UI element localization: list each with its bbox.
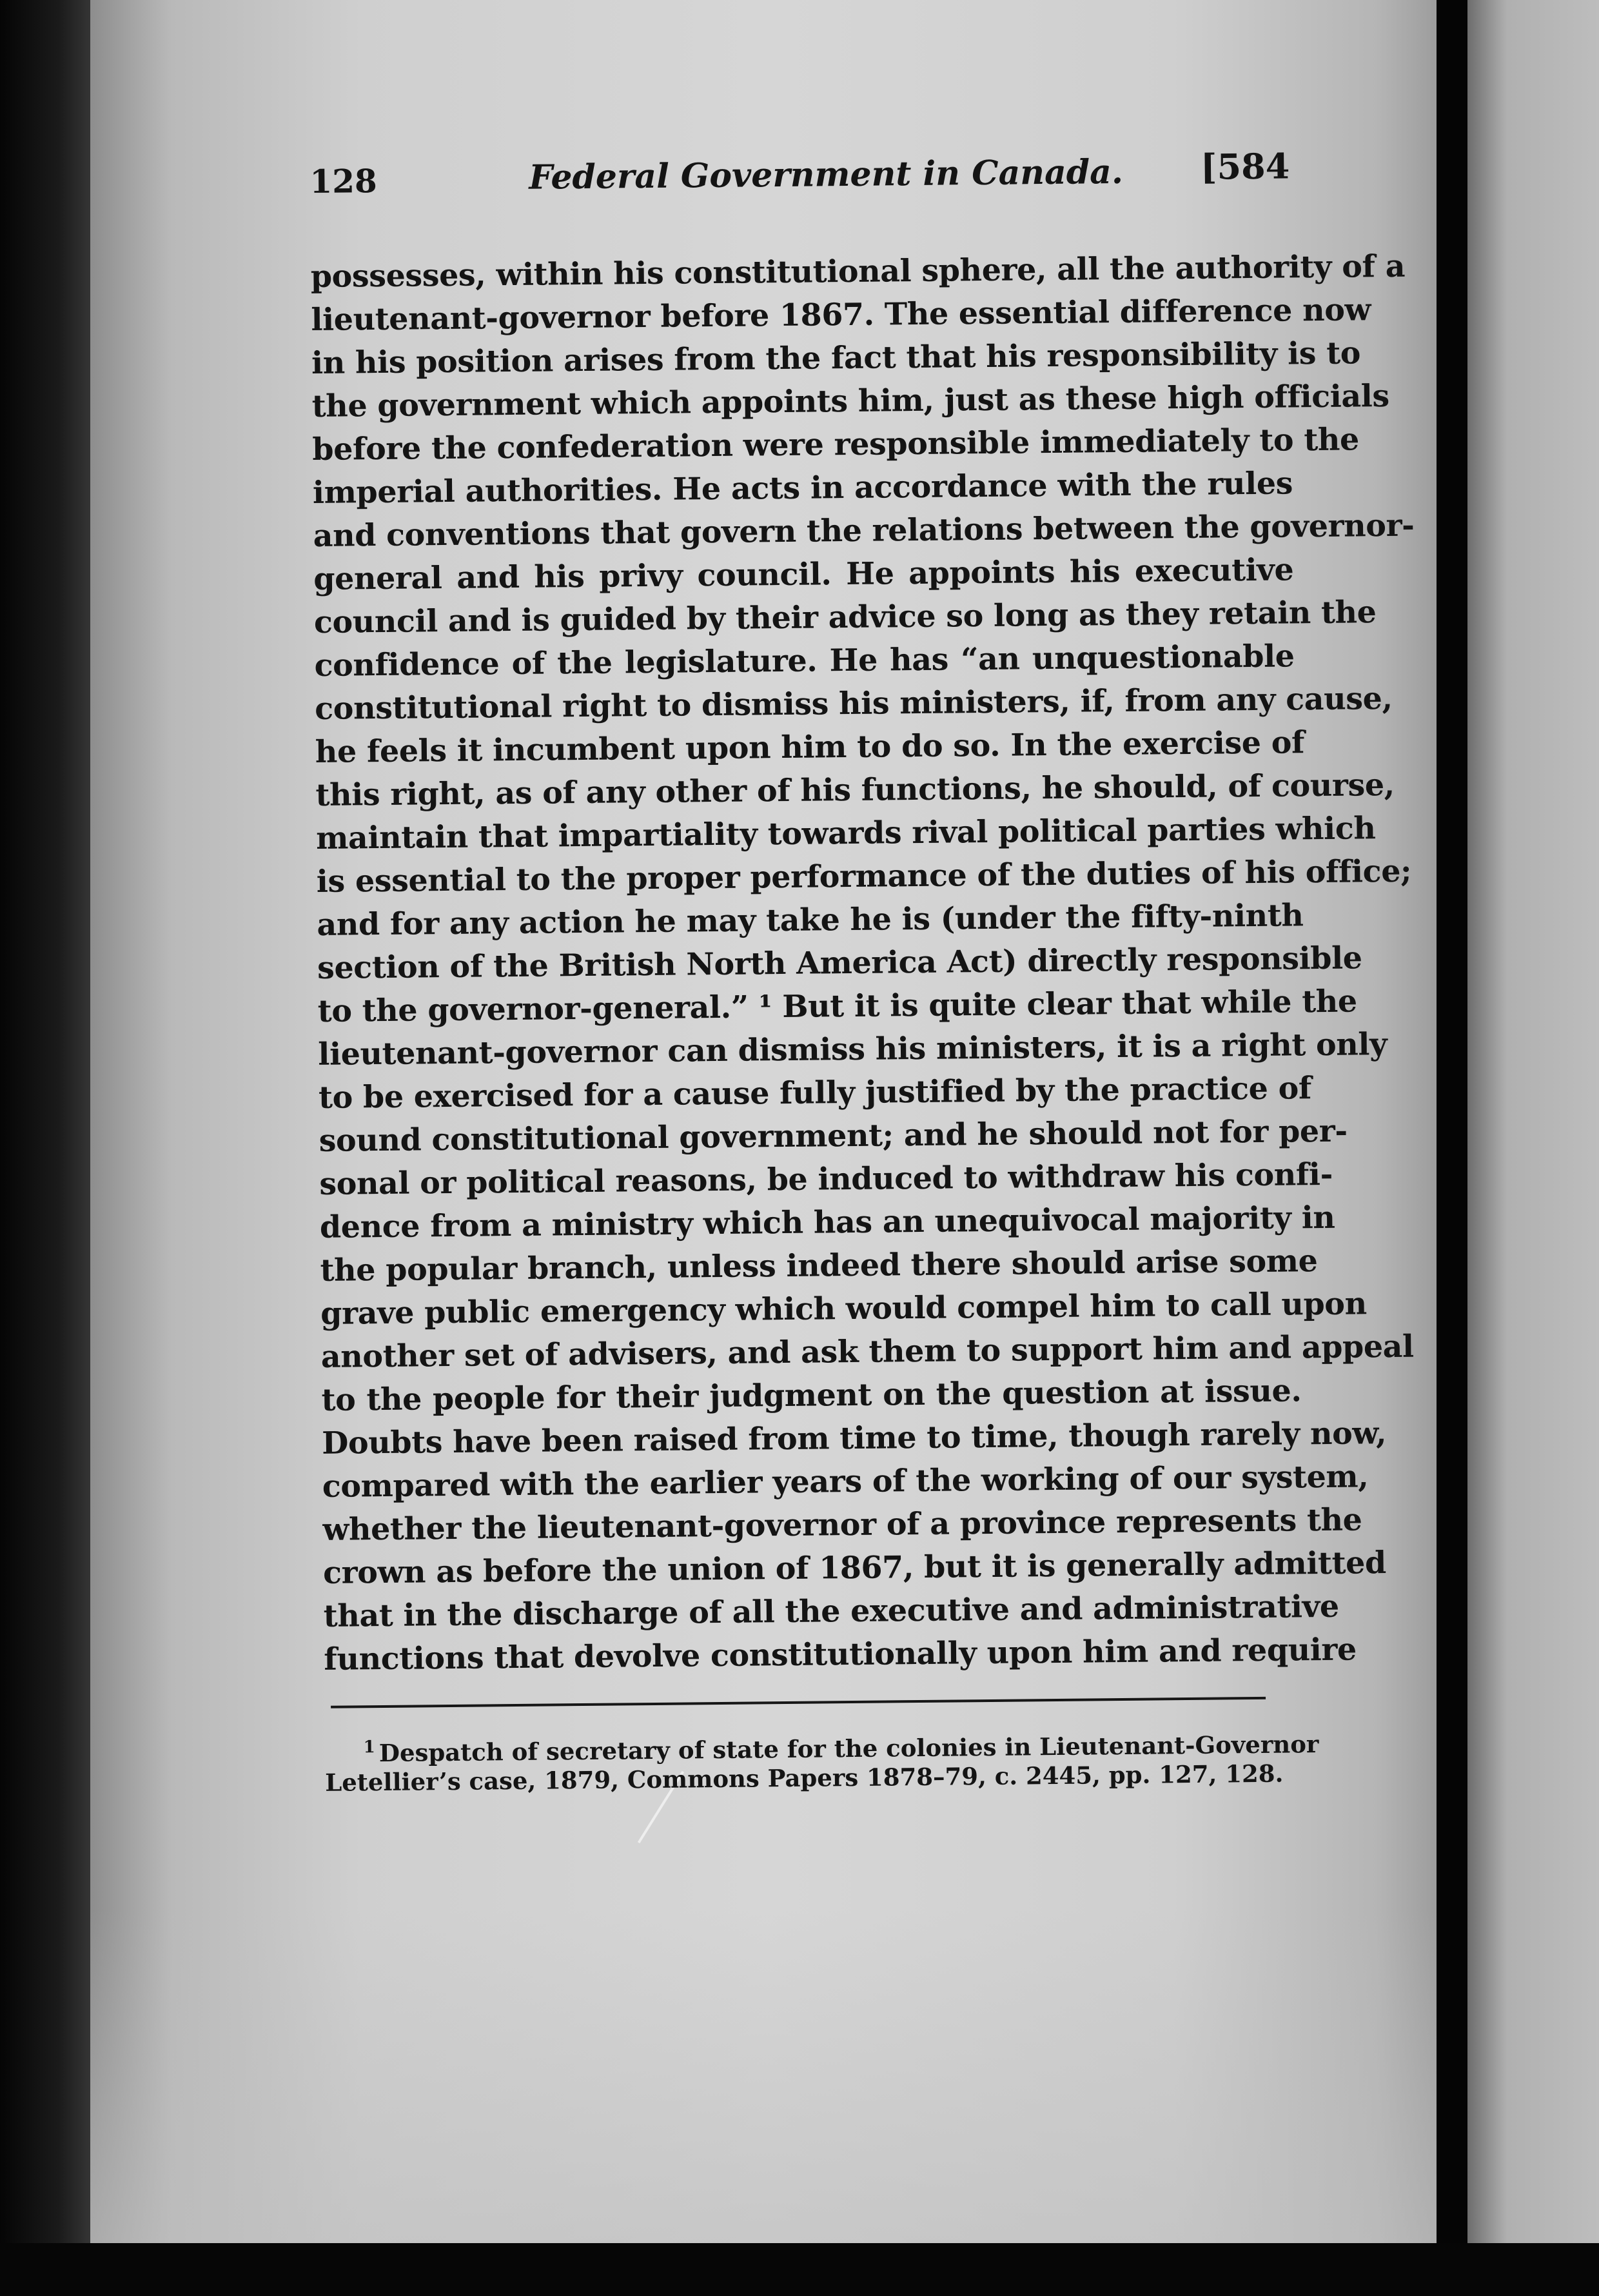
body-line: in his position arises from the fact that his responsibility is to bbox=[311, 335, 1361, 381]
body-line: grave public emergency which would compel him to call upon bbox=[320, 1285, 1367, 1332]
body-line: whether the lieutenant-governor of a province represents the bbox=[322, 1501, 1362, 1548]
body-line: to the governor-general.” ¹ But it is quite clear that while the bbox=[317, 983, 1357, 1029]
body-line: sound constitutional government; and he should not for per- bbox=[319, 1113, 1348, 1159]
binding-edge bbox=[0, 0, 97, 2296]
footnote-rule bbox=[331, 1697, 1266, 1708]
body-line: another set of advisers, and ask them to support him and appeal bbox=[320, 1328, 1414, 1375]
body-line: is essential to the proper performance of the duties of his office; bbox=[316, 853, 1412, 900]
body-line: and for any action he may take he is (under the fifty-ninth bbox=[317, 897, 1304, 943]
footnote-text-1: Despatch of secretary of state for the colonies in Lieutenant-Governor bbox=[378, 1730, 1319, 1768]
page-text-block bbox=[309, 145, 1415, 1799]
body-line: confidence of the legislature. He has “an unquestionable bbox=[314, 638, 1295, 684]
body-line: crown as before the union of 1867, but it is generally admitted bbox=[322, 1545, 1387, 1591]
book-gutter bbox=[1437, 0, 1467, 2296]
body-line: functions that devolve constitutionally upon him and require bbox=[324, 1631, 1357, 1677]
body-text bbox=[310, 246, 1415, 1681]
body-line: the government which appoints him, just as these high officials bbox=[311, 377, 1389, 424]
body-line: general and his privy council. He appoints his executive bbox=[313, 551, 1294, 597]
section-reference: [584 bbox=[1200, 145, 1290, 188]
body-line: sonal or political reasons, be induced to withdraw his confi- bbox=[319, 1156, 1333, 1202]
body-line: this right, as of any other of his functions, he should, of course, bbox=[315, 766, 1395, 813]
body-line: Doubts have been raised from time to time, though rarely now, bbox=[321, 1415, 1387, 1461]
body-line: lieutenant-governor can dismiss his ministers, it is a right only bbox=[318, 1026, 1388, 1073]
scan-bottom-border bbox=[0, 2243, 1599, 2296]
footnote bbox=[324, 1721, 1319, 1800]
facing-page-edge bbox=[1467, 0, 1599, 2244]
body-line: to be exercised for a cause fully justified by the practice of bbox=[318, 1070, 1312, 1116]
body-line: constitutional right to dismiss his ministers, if, from any cause, bbox=[314, 680, 1393, 727]
body-line: that in the discharge of all the executive and administrative bbox=[323, 1588, 1339, 1634]
body-line: he feels it incumbent upon him to do so. In the exercise of bbox=[315, 724, 1305, 770]
body-line: council and is guided by their advice so long as they retain the bbox=[313, 594, 1377, 640]
footnote-line-2: Letellier’s case, 1879, Commons Papers 1878–79, c. 2445, pp. 127, 128. bbox=[325, 1759, 1284, 1797]
page-number: 128 bbox=[309, 161, 378, 201]
footnote-marker: 1 bbox=[363, 1737, 375, 1757]
body-line: possesses, within his constitutional sphere, all the authority of a bbox=[310, 248, 1406, 295]
body-line: and conventions that govern the relations between the governor- bbox=[313, 507, 1415, 554]
running-title: Federal Government in Canada. bbox=[529, 152, 1124, 197]
body-line: before the confederation were responsible immediately to the bbox=[312, 421, 1360, 468]
body-line: imperial authorities. He acts in accordance with the rules bbox=[312, 465, 1293, 511]
body-line: section of the British North America Act) directly responsible bbox=[317, 940, 1362, 986]
body-line: maintain that impartiality towards rival political parties which bbox=[315, 810, 1376, 856]
body-line: dence from a ministry which has an unequivocal majority in bbox=[319, 1199, 1335, 1245]
body-line: lieutenant-governor before 1867. The essential difference now bbox=[311, 292, 1371, 338]
body-line: the popular branch, unless indeed there should arise some bbox=[320, 1243, 1318, 1289]
body-line: to the people for their judgment on the question at issue. bbox=[321, 1372, 1302, 1418]
body-line: compared with the earlier years of the working of our system, bbox=[322, 1458, 1369, 1505]
running-header bbox=[309, 145, 1290, 213]
